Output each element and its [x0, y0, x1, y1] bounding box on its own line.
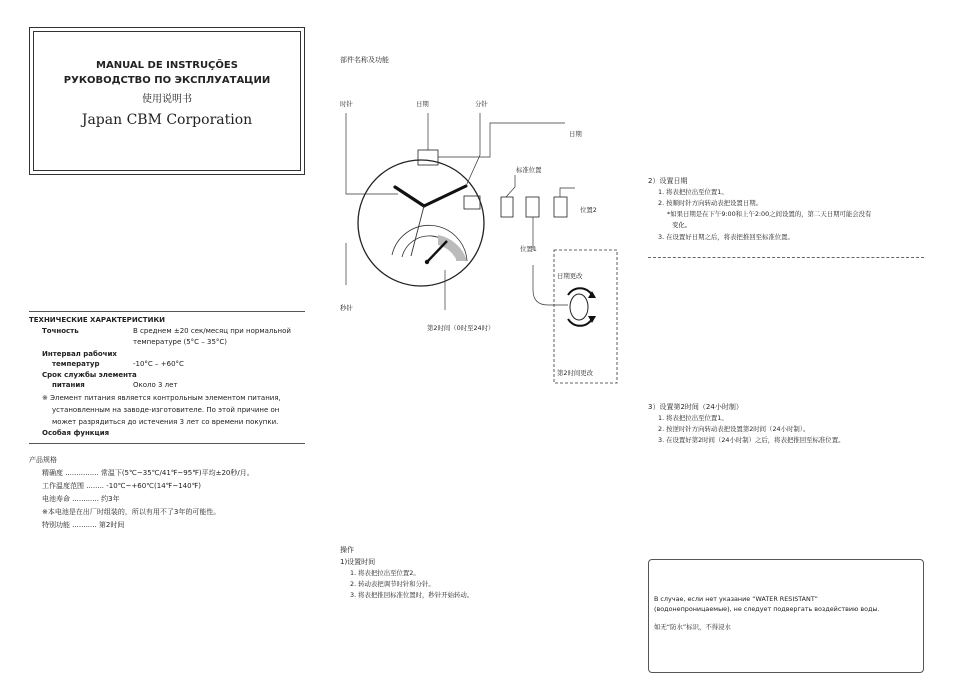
set-date-note-1: *如果日期是在下午9:00和上午2:00之间设置的，第二天日期可能会没有	[667, 210, 872, 218]
set-second-time-step-3: 3. 在设置好第2时间（24小时制）之后，将表把推回至标准位置。	[658, 436, 845, 444]
spec-note-1: ※ Элемент питания является контрольным элементом питания,	[42, 394, 281, 402]
second-time-pivot	[425, 260, 429, 264]
minute-hand	[424, 186, 466, 206]
watch-dial	[358, 160, 484, 286]
spec-cn-battery: 电池寿命 ............ 约3年	[42, 495, 120, 503]
set-date-heading: 2）设置日期	[648, 177, 688, 185]
leader-date-right	[438, 123, 565, 157]
specs-cn-heading: 产品规格	[29, 456, 57, 464]
set-second-time-step-2: 2. 按逆时针方向转动表把设置第2时间（24小时制）。	[658, 425, 810, 433]
specs-ru-rule-bottom	[29, 443, 305, 444]
hour-hand	[395, 187, 424, 206]
label-second-hand: 秒针	[340, 304, 353, 312]
company-name: Japan CBM Corporation	[81, 112, 253, 128]
title-cn: 使用说明书	[142, 94, 192, 105]
specs-ru-rule-top	[29, 311, 305, 312]
set-second-time-heading: 3）设置第2时间（24小时制）	[648, 403, 743, 411]
label-hour-hand: 时针	[340, 100, 353, 108]
operation-step-1: 1. 将表把拉出至位置2。	[350, 569, 420, 577]
set-date-step-1: 1. 将表把拉出至位置1。	[658, 188, 728, 196]
spec-accuracy-value-2: температуре (5°C – 35°C)	[133, 338, 228, 346]
label-standard-pos: 标准位置	[516, 166, 542, 174]
label-second-time-change: 第2时间更改	[557, 369, 594, 377]
title-inner-frame	[33, 31, 301, 171]
spec-battery-label-2: питания	[52, 381, 85, 389]
watch-diagram	[330, 95, 630, 385]
second-hand	[411, 206, 424, 256]
crown-pos-2	[526, 197, 539, 217]
subdial-shade	[438, 235, 467, 261]
label-date-top: 日期	[416, 100, 429, 108]
crown-detail	[570, 294, 588, 320]
leader-pos2	[560, 188, 575, 197]
label-date-right: 日期	[569, 130, 582, 138]
spec-temp-value: -10°C – +60°C	[133, 360, 184, 368]
spec-cn-accuracy: 精确度 ............... 常温下(5℃~35℃/41℉~95℉)平均±20秒/月。	[42, 469, 254, 477]
operation-step-2: 2. 转动表把调节时针和分针。	[350, 580, 435, 588]
label-second-time: 第2时间（0时至24时）	[427, 324, 495, 332]
spec-battery-value: Около 3 лет	[133, 381, 178, 389]
spec-cn-temp: 工作温度范围 ........ -10℃~+60℃(14℉~140℉)	[42, 482, 201, 490]
date-window	[418, 150, 438, 165]
crown-standard	[464, 196, 480, 209]
spec-note-3: может разрядиться до истечения 3 лет со времени покупки.	[52, 418, 279, 426]
label-date-change: 日期更改	[557, 272, 583, 280]
set-second-time-step-1: 1. 将表把拉出至位置1。	[658, 414, 728, 422]
set-date-step-3: 3. 在设置好日期之后，将表把推回至标准位置。	[658, 233, 794, 241]
operation-heading: 操作	[340, 546, 354, 554]
spec-cn-note: ※本电池是在出厂时组装的，所以有用不了3年的可能性。	[42, 508, 221, 516]
crown-pos-1	[501, 197, 513, 217]
spec-accuracy-value-1: В среднем ±20 сек/месяц при нормальной	[133, 327, 291, 335]
spec-cn-special: 特别功能 ........... 第2时间	[42, 521, 125, 529]
set-date-step-2: 2. 按顺时针方向转动表把设置日期。	[658, 199, 762, 207]
label-pos1: 位置1	[520, 245, 537, 253]
specs-ru-heading: ТЕХНИЧЕСКИЕ ХАРАКТЕРИСТИКИ	[29, 316, 166, 324]
leader-minute	[466, 113, 480, 186]
spec-temp-label-1: Интервал рабочих	[42, 350, 117, 358]
title-ru: РУКОВОДСТВО ПО ЭКСПЛУАТАЦИИ	[63, 75, 271, 86]
water-note-box	[648, 559, 924, 673]
spec-battery-label-1: Срок службы элемента	[42, 371, 137, 379]
diagram-heading: 部件名称及功能	[340, 56, 389, 64]
pull-line	[533, 265, 568, 305]
leader-standard	[506, 175, 515, 197]
title-box	[29, 27, 305, 175]
set-date-note-2: 变化。	[672, 221, 692, 229]
water-note-line-2: (водонепроницаемые), не следует подвергать воздействию воды.	[654, 605, 880, 613]
spec-note-2: установленным на заводе-изготовителе. По этой причине он	[52, 406, 280, 414]
operation-sub: 1)设置时间	[340, 558, 376, 566]
spec-special-label: Особая функция	[42, 429, 110, 437]
divider-dashed	[648, 257, 924, 258]
leader-hour	[346, 113, 398, 194]
title-pt: MANUAL DE INSTRUÇÕES	[96, 60, 238, 71]
label-pos2: 位置2	[580, 206, 597, 214]
operation-step-3: 3. 将表把推回标准位置时，秒针开始转动。	[350, 591, 474, 599]
crown-pos-3	[554, 197, 567, 217]
water-note-line-1: В случае, если нет указание “WATER RESISTANT”	[654, 595, 818, 603]
spec-temp-label-2: температур	[52, 360, 100, 368]
water-note-line-3: 如无“防水”标识，不得浸水	[654, 623, 731, 631]
spec-accuracy-label: Точность	[42, 327, 79, 335]
label-minute-hand: 分针	[475, 100, 488, 108]
second-time-hand	[427, 241, 447, 262]
